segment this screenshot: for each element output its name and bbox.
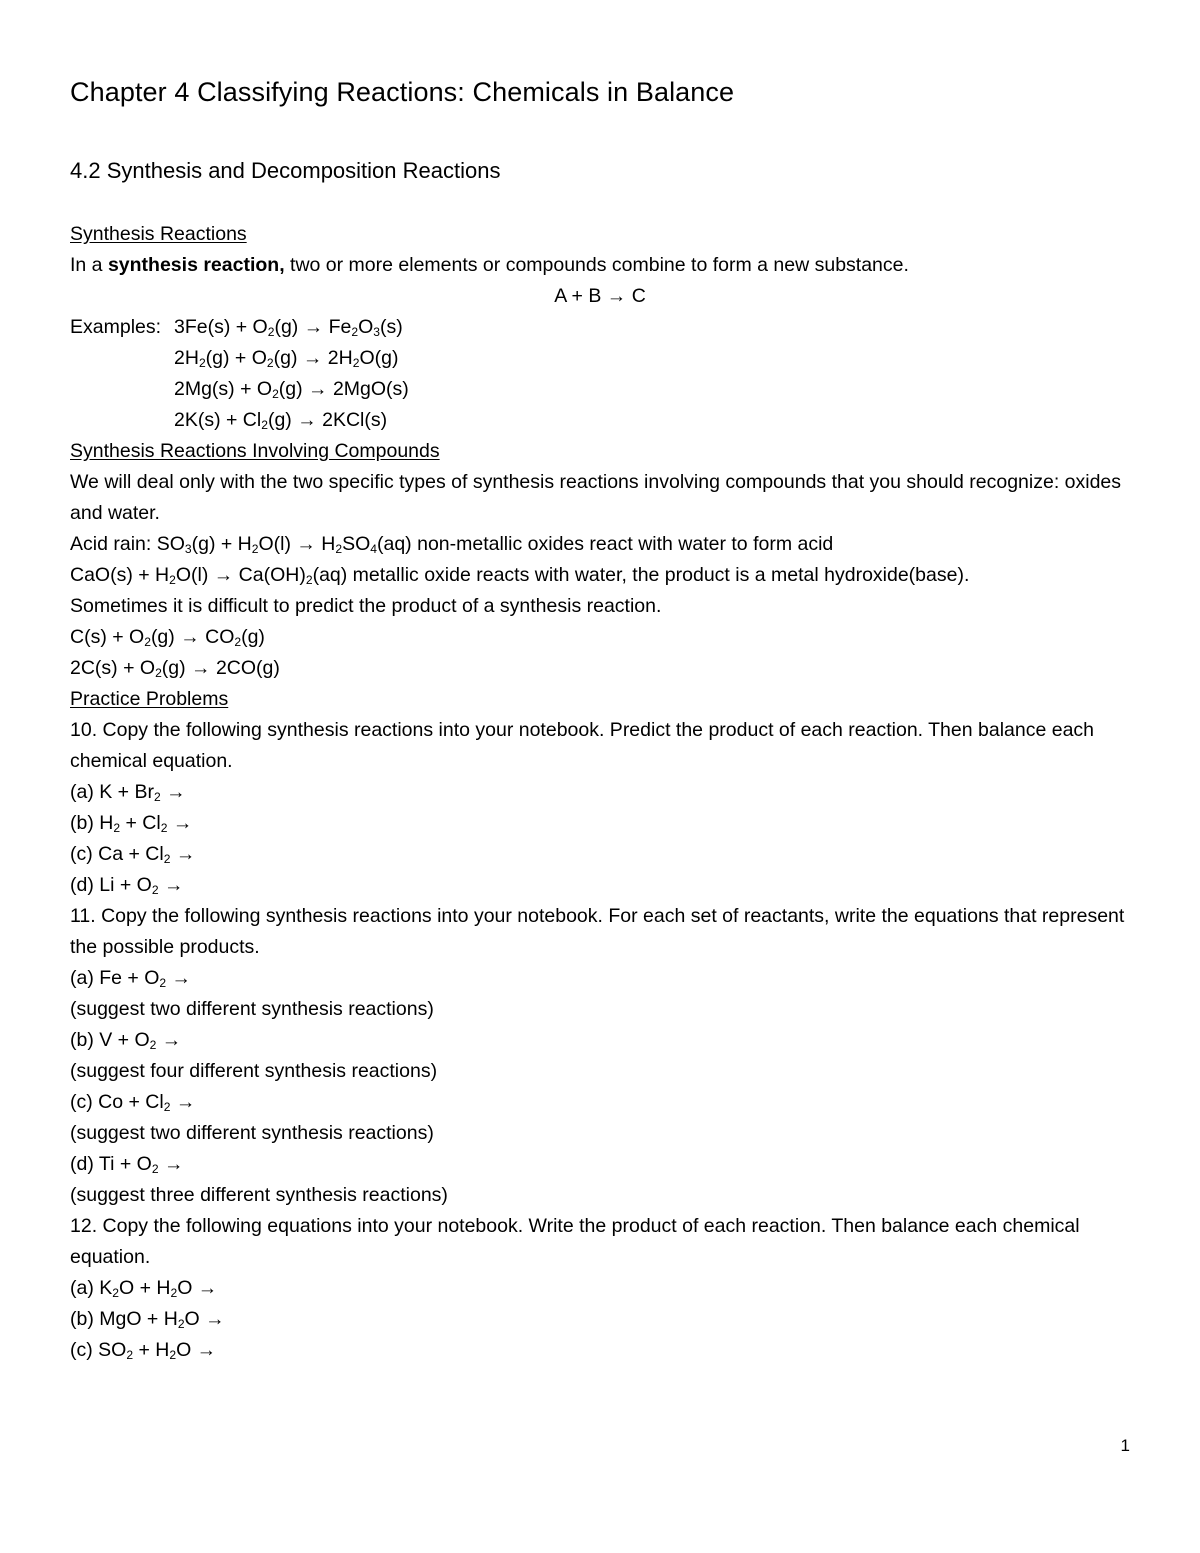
formula-text: (g) → CO bbox=[150, 626, 235, 648]
formula-subscript: 2 bbox=[112, 1286, 119, 1301]
formula-text: (suggest two different synthesis reactions) bbox=[70, 998, 434, 1020]
formula-text: → bbox=[166, 967, 192, 989]
formula-text: O bbox=[358, 316, 374, 338]
definition-rest: two or more elements or compounds combine to form a new substance. bbox=[284, 254, 909, 276]
carbon-equation bbox=[70, 653, 1150, 684]
problem-item bbox=[70, 1149, 1150, 1180]
question-11-items bbox=[70, 963, 1150, 1211]
formula-text: (c) Ca + Cl bbox=[70, 843, 164, 865]
formula-text: (g) → 2H bbox=[273, 347, 353, 369]
formula-text: (c) Co + Cl bbox=[70, 1091, 164, 1113]
formula-subscript: 2 bbox=[126, 1348, 134, 1363]
definition-term: synthesis reaction, bbox=[107, 254, 285, 276]
formula-text: (aq) metallic oxide reacts with water, the product is a metal hydroxide(base). bbox=[312, 564, 970, 586]
formula-subscript: 2 bbox=[234, 635, 242, 650]
acid-rain-equation bbox=[70, 529, 1150, 560]
example-equation bbox=[70, 405, 1150, 436]
problem-item bbox=[70, 1273, 1150, 1304]
formula-subscript: 2 bbox=[177, 1317, 185, 1332]
formula-text: (g) → Fe bbox=[274, 316, 352, 338]
formula-text: (g) bbox=[241, 626, 265, 648]
example-equation bbox=[174, 316, 403, 338]
formula-subscript: 2 bbox=[149, 1038, 157, 1053]
formula-text: 3Fe(s) + O bbox=[174, 316, 268, 338]
formula-text: → bbox=[170, 1091, 196, 1113]
formula-text: (suggest two different synthesis reactions) bbox=[70, 1122, 434, 1144]
formula-text: → bbox=[156, 1029, 182, 1051]
formula-subscript: 2 bbox=[261, 418, 268, 433]
formula-text: (a) K + Br bbox=[70, 781, 154, 803]
problem-item bbox=[70, 870, 1150, 901]
formula-text: → bbox=[158, 1153, 184, 1175]
problem-item bbox=[70, 1025, 1150, 1056]
problem-item bbox=[70, 1087, 1150, 1118]
formula-text: Acid rain: SO bbox=[70, 533, 185, 555]
formula-text: O + H bbox=[118, 1277, 171, 1299]
formula-subscript: 2 bbox=[267, 325, 275, 340]
formula-text: (suggest four different synthesis reactions) bbox=[70, 1060, 438, 1082]
section-title: 4.2 Synthesis and Decomposition Reactions bbox=[70, 158, 501, 183]
difficulty-note: Sometimes it is difficult to predict the product of a synthesis reaction. bbox=[70, 595, 662, 617]
formula-text: (g) + H bbox=[191, 533, 252, 555]
examples-label: Examples: bbox=[70, 316, 162, 338]
formula-text: → bbox=[160, 781, 186, 803]
formula-text: (g) + O bbox=[205, 347, 267, 369]
formula-text: O → bbox=[176, 1339, 217, 1361]
formula-text: O → bbox=[184, 1308, 225, 1330]
practice-heading: Practice Problems bbox=[70, 688, 229, 710]
problem-item bbox=[70, 1335, 1150, 1366]
formula-text: SO bbox=[342, 533, 371, 555]
formula-subscript: 2 bbox=[170, 1286, 178, 1301]
formula-subscript: 2 bbox=[159, 976, 167, 991]
formula-text: → bbox=[158, 874, 184, 896]
page-number: 1 bbox=[1120, 1436, 1130, 1455]
formula-subscript: 2 bbox=[169, 573, 176, 588]
formula-subscript: 2 bbox=[272, 387, 279, 402]
definition-prefix: In a bbox=[70, 254, 108, 276]
formula-text: O → bbox=[177, 1277, 218, 1299]
formula-subscript: 2 bbox=[305, 573, 313, 588]
formula-subscript: 2 bbox=[251, 542, 259, 557]
formula-subscript: 3 bbox=[184, 542, 192, 557]
formula-text: (b) V + O bbox=[70, 1029, 150, 1051]
formula-subscript: 2 bbox=[151, 883, 159, 898]
formula-text: (d) Ti + O bbox=[70, 1153, 152, 1175]
formula-text: (d) Li + O bbox=[70, 874, 152, 896]
formula-text: → bbox=[170, 843, 196, 865]
compounds-heading: Synthesis Reactions Involving Compounds bbox=[70, 440, 440, 462]
formula-text: O(g) bbox=[359, 347, 399, 369]
formula-subscript: 4 bbox=[370, 542, 377, 557]
formula-subscript: 2 bbox=[153, 790, 161, 805]
formula-subscript: 2 bbox=[266, 356, 274, 371]
problem-item bbox=[70, 1180, 1150, 1211]
formula-text: (suggest three different synthesis reactions) bbox=[70, 1184, 448, 1206]
question-10-prompt: 10. Copy the following synthesis reactions into your notebook. Predict the product of each reaction. Then balance each chemical equation. bbox=[70, 719, 1095, 772]
problem-item bbox=[70, 1118, 1150, 1149]
formula-text: O(l) → Ca(OH) bbox=[175, 564, 306, 586]
formula-text: (s) bbox=[380, 316, 403, 338]
formula-text: (b) MgO + H bbox=[70, 1308, 178, 1330]
formula-subscript: 2 bbox=[163, 852, 171, 867]
compounds-intro: We will deal only with the two specific types of synthesis reactions involving compounds that you should recognize: oxides and water. bbox=[70, 471, 1122, 524]
document-title: Chapter 4 Classifying Reactions: Chemicals in Balance bbox=[70, 77, 735, 107]
formula-text: (c) SO bbox=[70, 1339, 127, 1361]
formula-subscript: 2 bbox=[144, 635, 151, 650]
formula-subscript: 2 bbox=[335, 542, 343, 557]
question-11-prompt: 11. Copy the following synthesis reactions into your notebook. For each set of reactants, write the equations that represent the possible products. bbox=[70, 905, 1125, 958]
formula-text: (a) Fe + O bbox=[70, 967, 160, 989]
problem-item bbox=[70, 963, 1150, 994]
problem-item bbox=[70, 808, 1150, 839]
document-page bbox=[70, 74, 1150, 1366]
formula-subscript: 2 bbox=[163, 1100, 171, 1115]
question-12-prompt: 12. Copy the following equations into your notebook. Write the product of each reaction. Then balance each chemical equation. bbox=[70, 1215, 1080, 1268]
problem-item bbox=[70, 839, 1150, 870]
problem-item bbox=[70, 994, 1150, 1025]
formula-text: O(l) → H bbox=[258, 533, 336, 555]
synthesis-heading: Synthesis Reactions bbox=[70, 223, 247, 245]
formula-subscript: 3 bbox=[373, 325, 380, 340]
formula-subscript: 2 bbox=[169, 1348, 177, 1363]
formula-text: (g) → 2CO(g) bbox=[161, 657, 280, 679]
examples-row-1 bbox=[70, 312, 1150, 343]
formula-text: 2Mg(s) + O bbox=[174, 378, 273, 400]
formula-text: 2C(s) + O bbox=[70, 657, 156, 679]
formula-text: (g) → 2KCl(s) bbox=[267, 409, 388, 431]
formula-subscript: 2 bbox=[198, 356, 206, 371]
formula-text: → bbox=[167, 812, 193, 834]
example-equation bbox=[70, 343, 1150, 374]
formula-subscript: 2 bbox=[351, 325, 359, 340]
base-equation bbox=[70, 560, 1150, 591]
formula-text: 2K(s) + Cl bbox=[174, 409, 262, 431]
formula-subscript: 2 bbox=[113, 821, 121, 836]
formula-text: (a) K bbox=[70, 1277, 113, 1299]
formula-text: CaO(s) + H bbox=[70, 564, 170, 586]
general-form-equation: A + B → C bbox=[554, 285, 646, 307]
formula-text: (aq) non-metallic oxides react with water to form acid bbox=[377, 533, 834, 555]
formula-subscript: 2 bbox=[151, 1162, 159, 1177]
question-10-items bbox=[70, 777, 1150, 901]
question-12-items bbox=[70, 1273, 1150, 1366]
formula-text: (b) H bbox=[70, 812, 114, 834]
formula-subscript: 2 bbox=[155, 666, 162, 681]
formula-subscript: 2 bbox=[352, 356, 360, 371]
formula-text: C(s) + O bbox=[70, 626, 145, 648]
synthesis-definition bbox=[70, 250, 1150, 281]
formula-text: (g) → 2MgO(s) bbox=[278, 378, 409, 400]
formula-text: + H bbox=[133, 1339, 170, 1361]
formula-text: 2H bbox=[174, 347, 199, 369]
document-body bbox=[70, 219, 1150, 1366]
formula-subscript: 2 bbox=[160, 821, 168, 836]
problem-item bbox=[70, 777, 1150, 808]
carbon-equation bbox=[70, 622, 1150, 653]
example-equation bbox=[70, 374, 1150, 405]
formula-text: + Cl bbox=[120, 812, 161, 834]
problem-item bbox=[70, 1304, 1150, 1335]
problem-item bbox=[70, 1056, 1150, 1087]
